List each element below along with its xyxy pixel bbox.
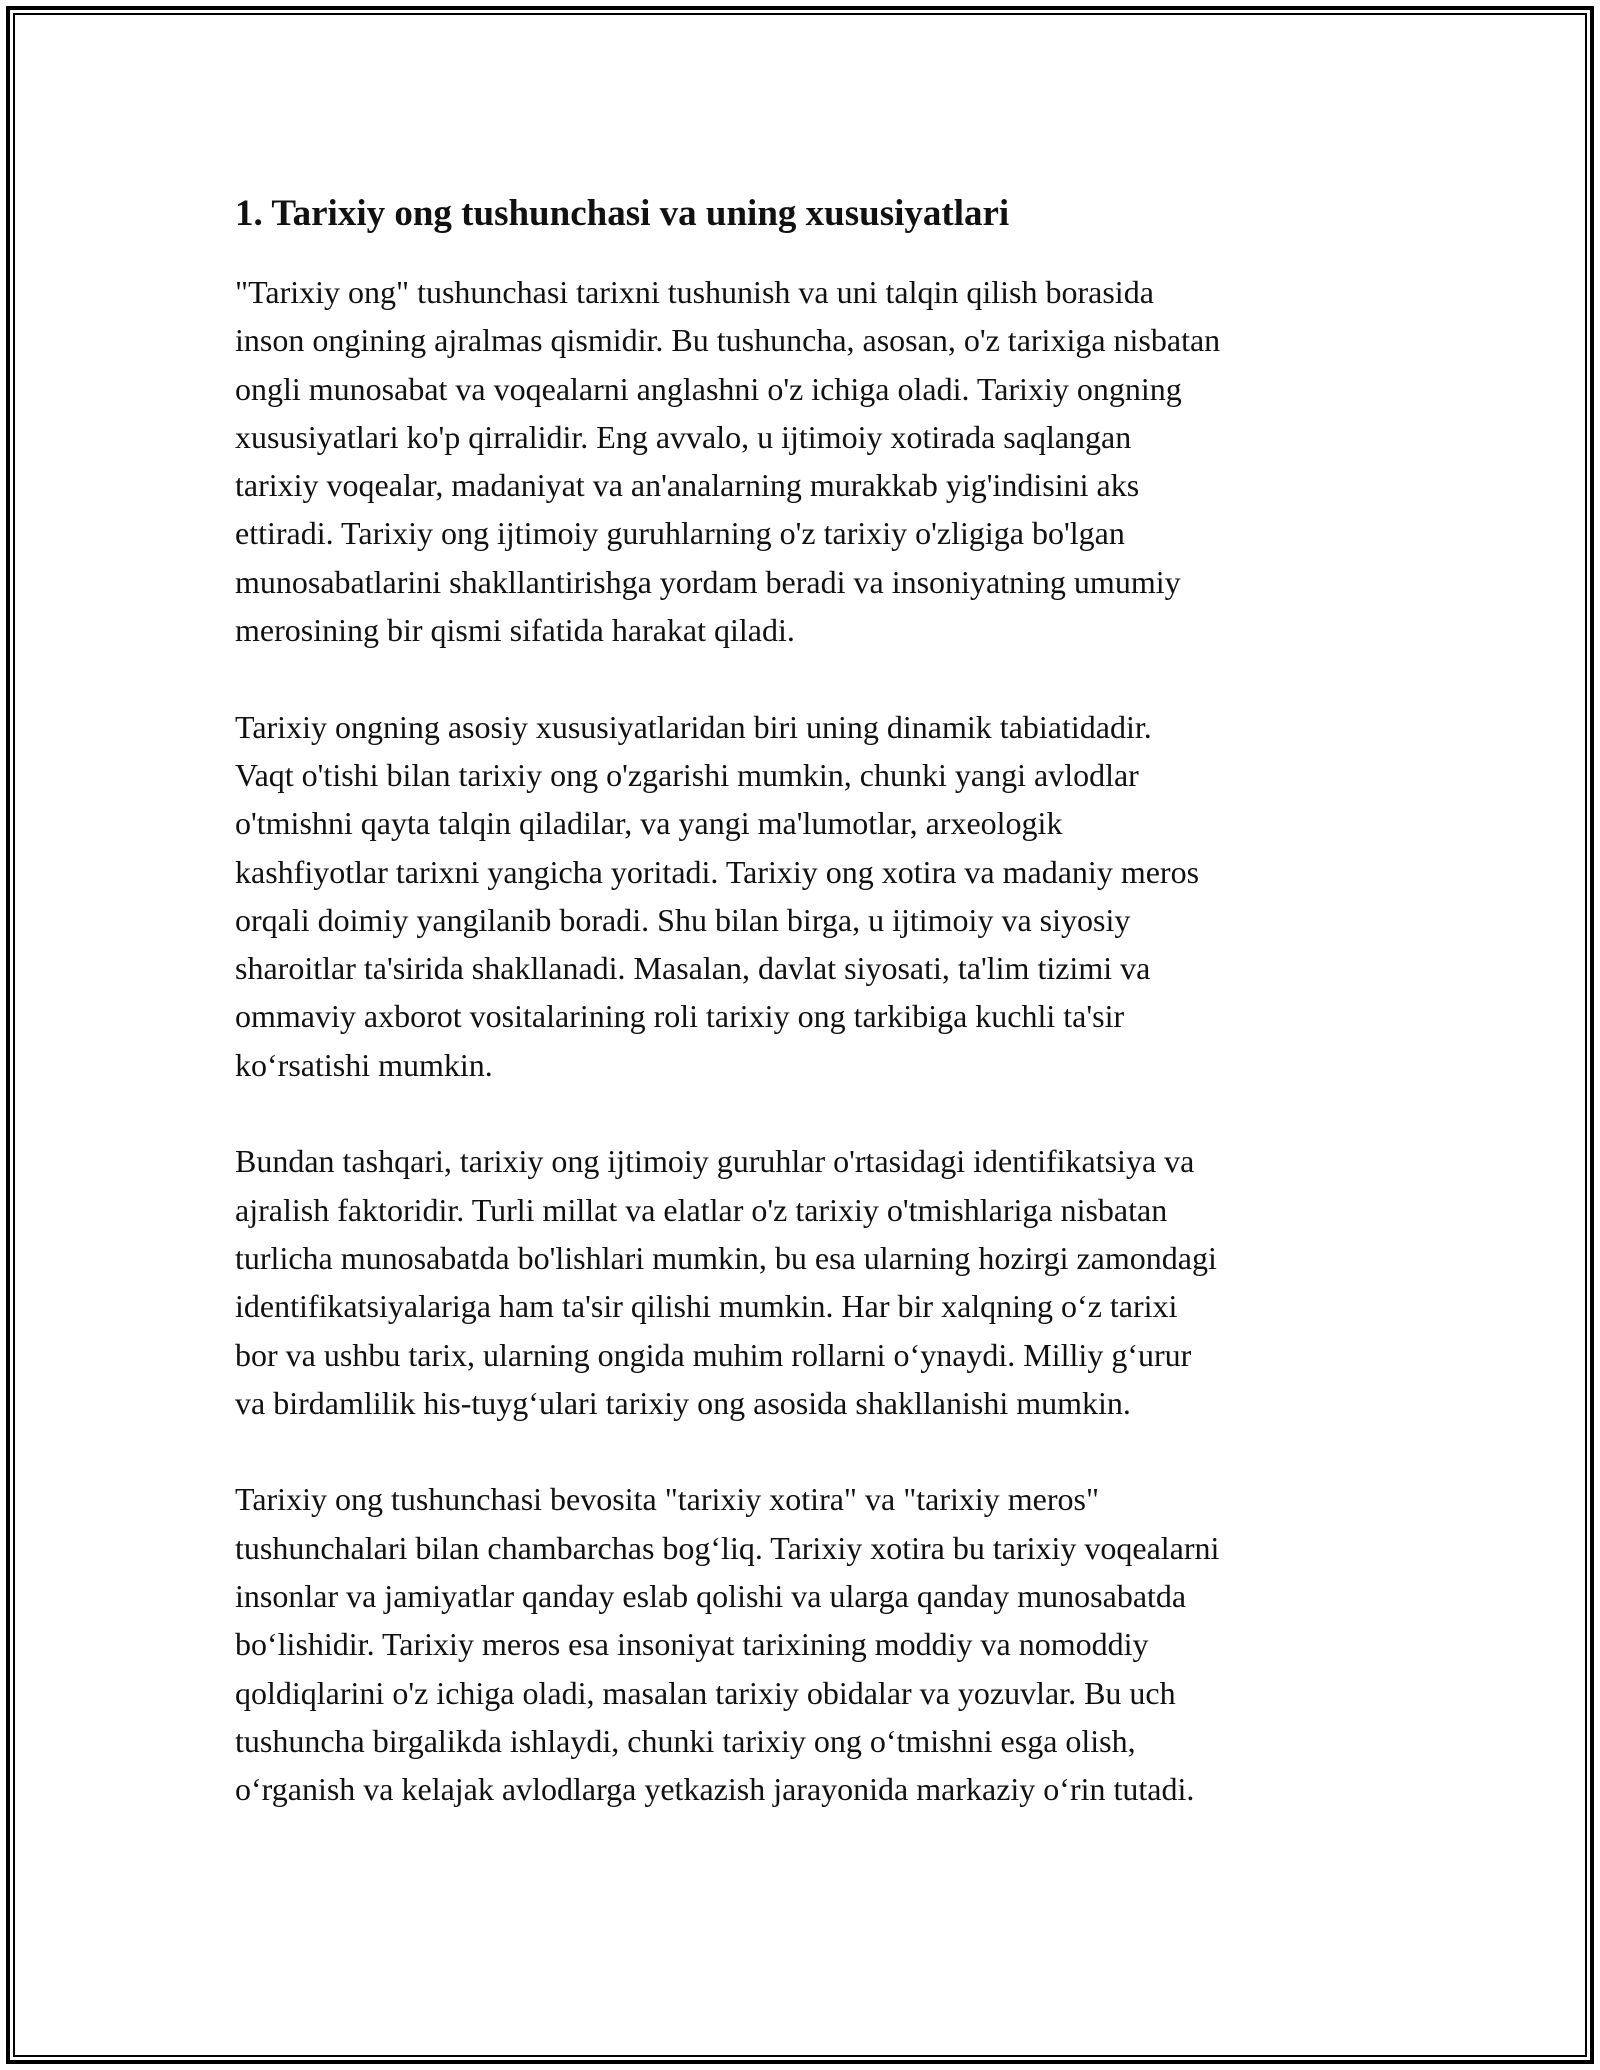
paragraph-3: Bundan tashqari, tarixiy ong ijtimoiy guruhlar o'rtasidagi identifikatsiya va ajralish faktoridir. Turli millat va elatlar o'z tarixiy o'tmishlariga nisbatan turlicha munosabatda bo'lishlari mumkin, bu esa ularning hozirgi zamondagi identifikatsiyalariga ham ta'sir qilishi mumkin. Har bir xalqning o‘z tarixi bor va ushbu tarix, ularning ongida muhim rollarni o‘ynaydi. Milliy g‘urur va birdamlilik his-tuyg‘ulari tarixiy ong asosida shakllanishi mumkin. xyxy=(235,1143,1217,1421)
paragraph-1: "Tarixiy ong" tushunchasi tarixni tushunish va uni talqin qilish borasida inson ongining ajralmas qismidir. Bu tushuncha, asosan, o'z tarixiga nisbatan ongli munosabat va voqealarni anglashni o'z ichiga oladi. Tarixiy ongning xususiyatlari ko'p qirralidir. Eng avvalo, u ijtimoiy xotirada saqlangan tarixiy voqealar, madaniyat va an'analarning murakkab yig'indisini aks ettiradi. Tarixiy ong ijtimoiy guruhlarning o'z tarixiy o'zligiga bo'lgan munosabatlarini shakllantirishga yordam beradi va insoniyatning umumiy merosining bir qismi sifatida harakat qiladi. xyxy=(235,274,1221,649)
section-title: 1. Tarixiy ong tushunchasi va uning xususiyatlari xyxy=(235,193,1010,234)
paragraph-4: Tarixiy ong tushunchasi bevosita "tarixiy xotira" va "tarixiy meros" tushunchalari bilan chambarchas bog‘liq. Tarixiy xotira bu tarixiy voqealarni insonlar va jamiyatlar qanday eslab qolishi va ularga qanday munosabatda bo‘lishidir. Tarixiy meros esa insoniyat tarixining moddiy va nomoddiy qoldiqlarini o'z ichiga oladi, masalan tarixiy obidalar va yozuvlar. Bu uch tushuncha birgalikda ishlaydi, chunki tarixiy ong o‘tmishni esga olish, o‘rganish va kelajak avlodlarga yetkazish jarayonida markaziy o‘rin tutadi. xyxy=(235,1481,1220,1808)
document-page xyxy=(235,186,1375,1862)
paragraph-2: Tarixiy ongning asosiy xususiyatlaridan biri uning dinamik tabiatidadir. Vaqt o'tishi bilan tarixiy ong o'zgarishi mumkin, chunki yangi avlodlar o'tmishni qayta talqin qiladilar, va yangi ma'lumotlar, arxeologik kashfiyotlar tarixni yangicha yoritadi. Tarixiy ong xotira va madaniy meros orqali doimiy yangilanib boradi. Shu bilan birga, u ijtimoiy va siyosiy sharoitlar ta'sirida shakllanadi. Masalan, davlat siyosati, ta'lim tizimi va ommaviy axborot vositalarining roli tarixiy ong tarkibiga kuchli ta'sir ko‘rsatishi mumkin. xyxy=(235,708,1200,1083)
